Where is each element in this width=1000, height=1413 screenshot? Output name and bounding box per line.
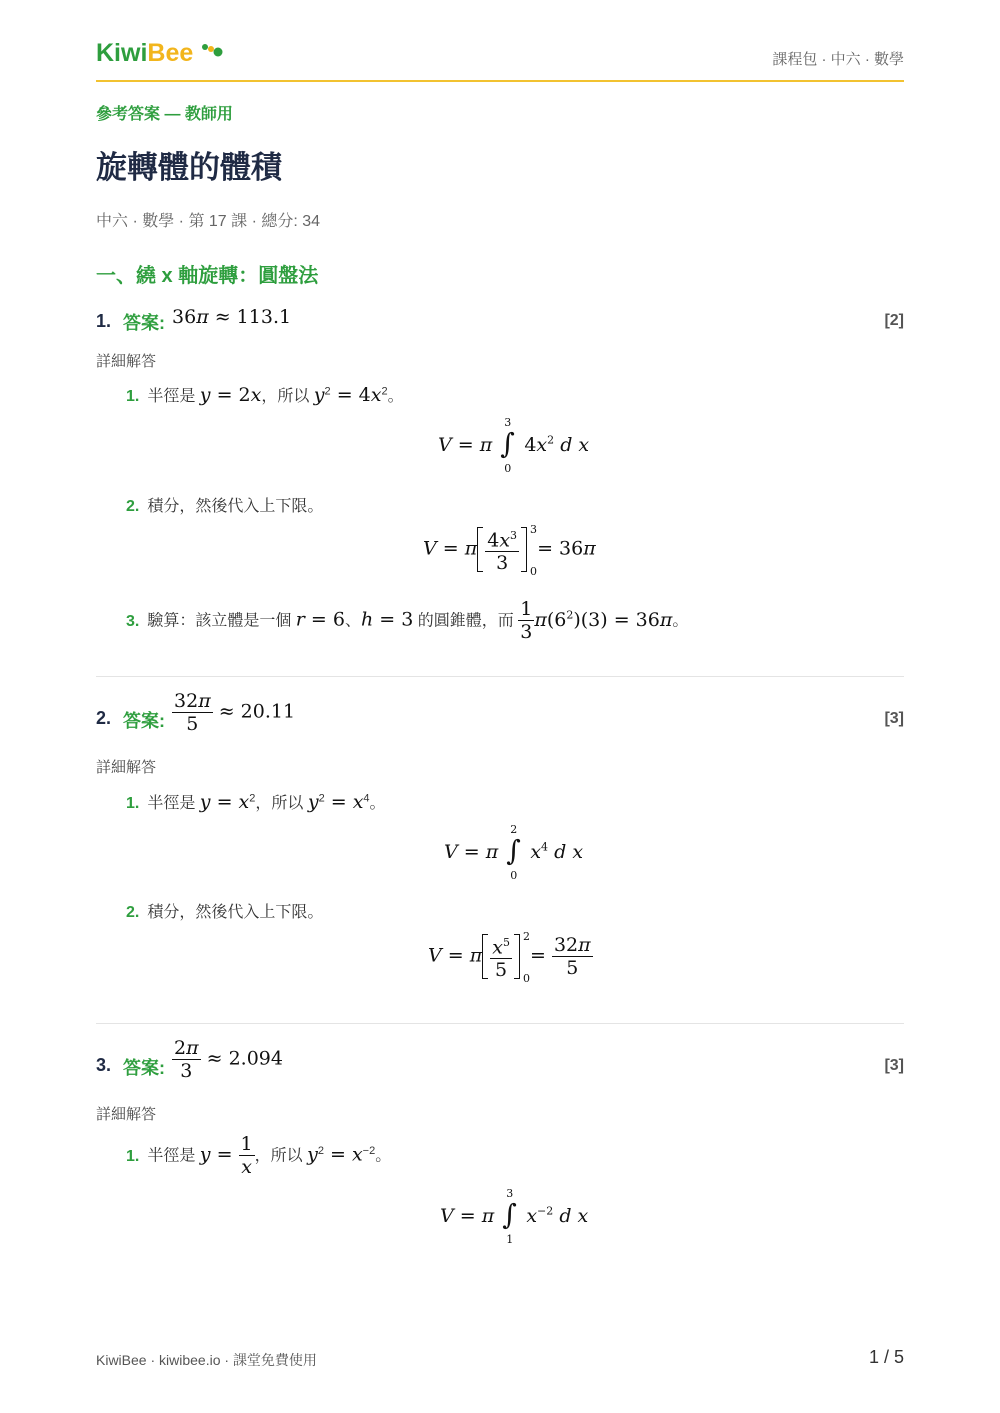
equation: V = π $\frac{x^5}{5}$ 2 0 = $\frac{32\pi}{5}$: [428, 930, 591, 986]
question-2-answer: $\frac{32\pi}{5}$ ≈ 20.11: [174, 690, 296, 735]
question-1-answer: 36π ≈ 113.1: [172, 306, 292, 328]
logo-dots-icon: [200, 43, 224, 59]
lesson-meta: 中六 · 數學 · 第 17 課 · 總分: 34: [96, 213, 321, 230]
question-divider: [96, 1023, 904, 1024]
answer-key-page: [96, 0, 904, 1413]
kiwibee-logo: KiwiBee: [96, 39, 194, 67]
question-marks: [2]: [884, 312, 904, 329]
answer-label: 答案:: [123, 711, 165, 731]
equation: V = π $\frac{4x^3}{3}$ 3 0 = 36π: [423, 523, 596, 579]
question-2-header: [96, 690, 904, 735]
question-marks: [3]: [884, 1057, 904, 1074]
course-breadcrumb: 課程包 · 中六 · 數學: [772, 51, 904, 68]
question-divider: [96, 676, 904, 677]
solution-step: 2. 積分，然後代入上下限。: [126, 498, 324, 515]
equation: V = π 3 ∫ 0 $4x^2$ d x: [438, 416, 590, 475]
answer-label: 答案:: [123, 313, 165, 333]
evaluation-bracket: $\frac{x^5}{5}$ 2 0: [482, 932, 524, 981]
detailed-solution-label: 詳細解答: [96, 1106, 157, 1123]
detailed-solution-label: 詳細解答: [96, 353, 157, 370]
section-heading: 一、繞 x 軸旋轉：圓盤法: [96, 265, 319, 287]
question-3-answer: $\frac{2\pi}{3}$ ≈ 2.094: [174, 1037, 283, 1082]
solution-step: 1. 半徑是 y = 2x，所以 $y^2 = 4x^2$。: [126, 384, 404, 406]
integral-sign: 3 ∫ 0: [500, 416, 515, 475]
equation: V = π 3 ∫ 1 $x^{-2}$ d x: [440, 1187, 589, 1246]
solution-step: 3. 驗算：該立體是一個 r = 6、h = 3 的圓錐體，而 $\frac{1}{3}$ $\pi(6^2)(3) = 36\pi$。: [126, 598, 689, 643]
solution-step: 1. 半徑是 $y = x^2$，所以 $y^2 = x^4$。: [126, 791, 386, 813]
solution-step: 2. 積分，然後代入上下限。: [126, 904, 324, 921]
question-number: 1.: [96, 311, 112, 331]
question-number: 3.: [96, 1055, 112, 1075]
question-3-header: [96, 1037, 904, 1082]
page-footer: KiwiBee · kiwibee.io · 課堂免費使用: [96, 1352, 317, 1368]
evaluation-bracket: $\frac{4x^3}{3}$ 3 0: [477, 525, 531, 574]
answer-label: 答案:: [123, 1058, 165, 1078]
detailed-solution-label: 詳細解答: [96, 759, 157, 776]
page-header: [96, 36, 904, 82]
integral-sign: 3 ∫ 1: [502, 1187, 517, 1246]
question-marks: [3]: [884, 710, 904, 727]
answer-key-kicker: 參考答案 — 教師用: [96, 106, 233, 123]
equation: V = π 2 ∫ 0 $x^4$ d x: [444, 823, 584, 882]
integral-sign: 2 ∫ 0: [506, 823, 521, 882]
page-number: 1 / 5: [868, 1347, 904, 1367]
solution-step: 1. 半徑是 y = $\frac{1}{x}$ ，所以 $y^2 = x^{-2}$。: [126, 1133, 392, 1178]
question-1-header: [96, 302, 904, 342]
page-title: 旋轉體的體積: [96, 150, 282, 185]
question-number: 2.: [96, 708, 112, 728]
